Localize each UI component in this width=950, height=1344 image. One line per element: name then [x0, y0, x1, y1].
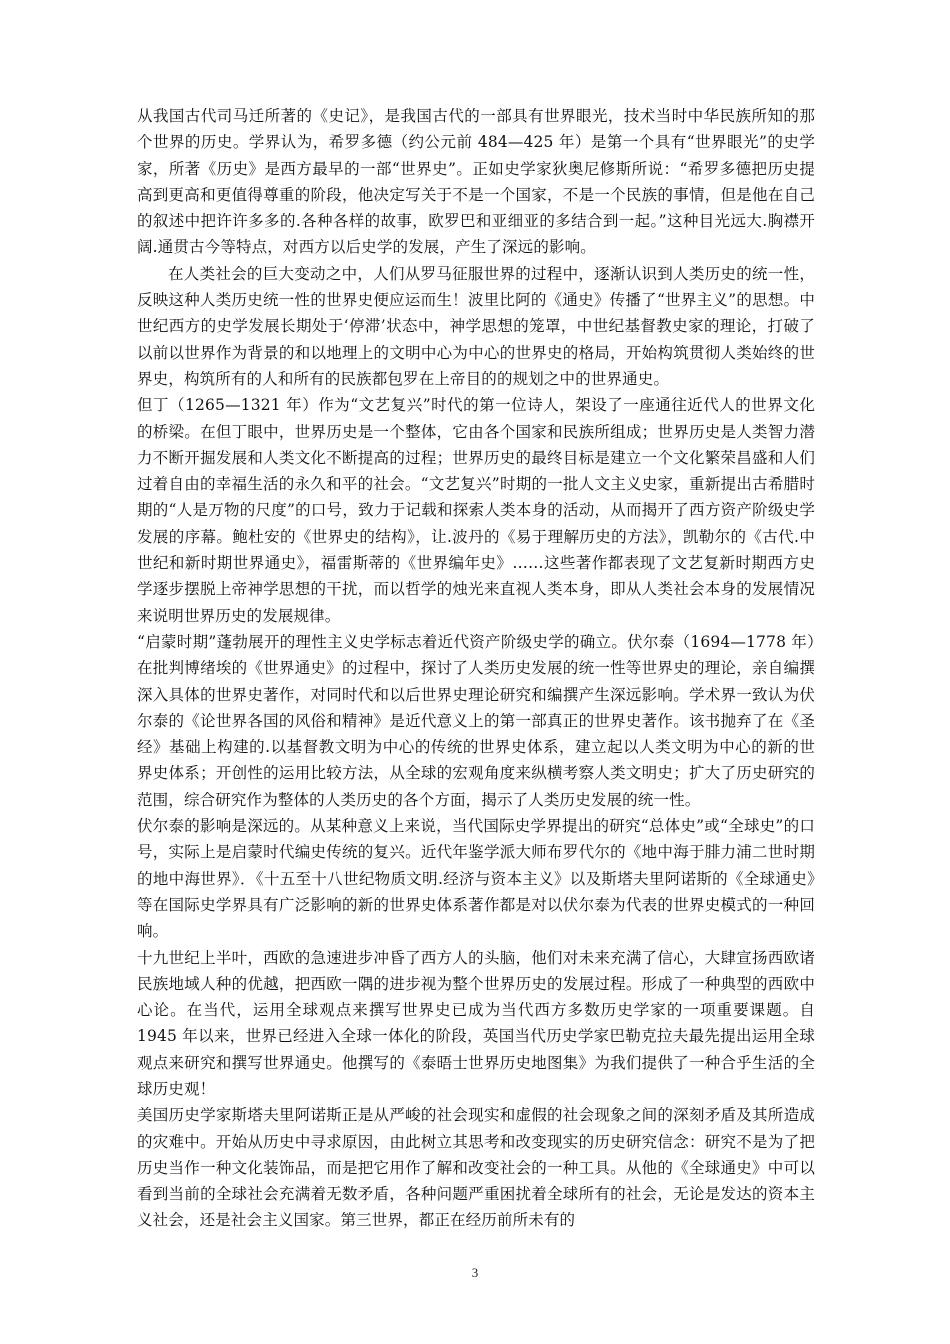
paragraph: 从我国古代司马迁所著的《史记》，是我国古代的一部具有世界眼光，技术当时中华民族所知的那个世界的历史。学界认为，希罗多德（约公元前 484—425 年）是第一个具有“世界眼光”的史学家，所著《历史》是西方最早的一部“世界史”。正如史学家狄奥尼修斯所说：“希罗多德把历史提高到更高和更值得尊重的阶段，他决定写关于不是一个国家，不是一个民族的事情，但是他在自己的叙述中把许许多多的.各种各样的故事，欧罗巴和亚细亚的多结合到一起。”这种目光远大.胸襟开阔.通贯古今等特点，对西方以后史学的发展，产生了深远的影响。	[137, 107, 815, 257]
paragraph: 伏尔泰的影响是深远的。从某种意义上来说，当代国际史学界提出的研究“总体史”或“全球史”的口号，实际上是启蒙时代编史传统的复兴。近代年鉴学派大师布罗代尔的《地中海于腓力浦二世时期的地中海世界》．《十五至十八世纪物质文明.经济与资本主义》以及斯塔夫里阿诺斯的《全球通史》等在国际史学界具有广泛影响的新的世界史体系著作都是对以伏尔泰为代表的世界史模式的一种回响。	[137, 817, 815, 941]
paragraph: 在人类社会的巨大变动之中，人们从罗马征服世界的过程中，逐渐认识到人类历史的统一性，反映这种人类历史统一性的世界史便应运而生！波里比阿的《通史》传播了“世界主义”的思想。中世纪西方的史学发展长期处于‘停滞’状态中，神学思想的笼罩，中世纪基督教史家的理论，打破了以前以世界作为背景的和以地理上的文明中心为中心的世界史的格局，开始构筑贯彻人类始终的世界史，构筑所有的人和所有的民族都包罗在上帝目的的规划之中的世界通史。	[137, 264, 815, 388]
paragraph: 美国历史学家斯塔夫里阿诺斯正是从严峻的社会现实和虚假的社会现象之间的深刻矛盾及其所造成的灾难中。开始从历史中寻求原因，由此树立其思考和改变现实的历史研究信念：研究不是为了把历史当作一种文化装饰品，而是把它用作了解和改变社会的一种工具。从他的《全球通史》中可以看到当前的全球社会充满着无数矛盾，各种问题严重困扰着全球所有的社会，无论是发达的资本主义社会，还是社会主义国家。第三世界，都正在经历前所未有的	[137, 1106, 815, 1230]
paragraph: 但丁（1265—1321 年）作为“文艺复兴”时代的第一位诗人，架设了一座通往近代人的世界文化的桥梁。在但丁眼中，世界历史是一个整体，它由各个国家和民族所组成；世界历史是人类智力潜力不断开掘发展和人类文化不断提高的过程；世界历史的最终目标是建立一个文化繁荣昌盛和人们过着自由的幸福生活的永久和平的社会。“文艺复兴”时期的一批人文主义史家，重新提出古希腊时期的“人是万物的尺度”的口号，致力于记载和探索人类本身的活动，从而揭开了西方资产阶级史学发展的序幕。鲍杜安的《世界史的结构》，让.波丹的《易于理解历史的方法》，凯勒尔的《古代.中世纪和新时期世界通史》，福雷斯蒂的《世界编年史》……这些著作都表现了文艺复新时期西方史学逐步摆脱上帝神学思想的干扰，而以哲学的烛光来直视人类本身，即从人类社会本身的发展情况来说明世界历史的发展规律。	[137, 396, 815, 625]
body-text	[137, 103, 815, 1234]
page-number: 3	[471, 1265, 479, 1280]
paragraph: “启蒙时期”蓬勃展开的理性主义史学标志着近代资产阶级史学的确立。伏尔泰（1694—1778 年）在批判博绪埃的《世界通史》的过程中，探讨了人类历史发展的统一性等世界史的理论，亲自编撰深入具体的世界史著作，对同时代和以后世界史理论研究和编撰产生深远影响。学术界一致认为伏尔泰的《论世界各国的风俗和精神》是近代意义上的第一部真正的世界史著作。该书抛弃了在《圣经》基础上构建的.以基督教文明为中心的传统的世界史体系，建立起以人类文明为中心的新的世界史体系；开创性的运用比较方法，从全球的宏观角度来纵横考察人类文明史；扩大了历史研究的范围，综合研究作为整体的人类历史的各个方面，揭示了人类历史发展的统一性。	[137, 632, 815, 809]
paragraph: 十九世纪上半叶，西欧的急速进步冲昏了西方人的头脑，他们对未来充满了信心，大肆宣扬西欧诸民族地域人种的优越，把西欧一隅的进步视为整个世界历史的发展过程。形成了一种典型的西欧中心论。在当代，运用全球观点来撰写世界史已成为当代西方多数历史学家的一项重要课题。自 1945 年以来，世界已经进入全球一体化的阶段，英国当代历史学家巴勒克拉夫最先提出运用全球观点来研究和撰写世界通史。他撰写的《泰晤士世界历史地图集》为我们提供了一种合乎生活的全球历史观！	[137, 948, 815, 1098]
